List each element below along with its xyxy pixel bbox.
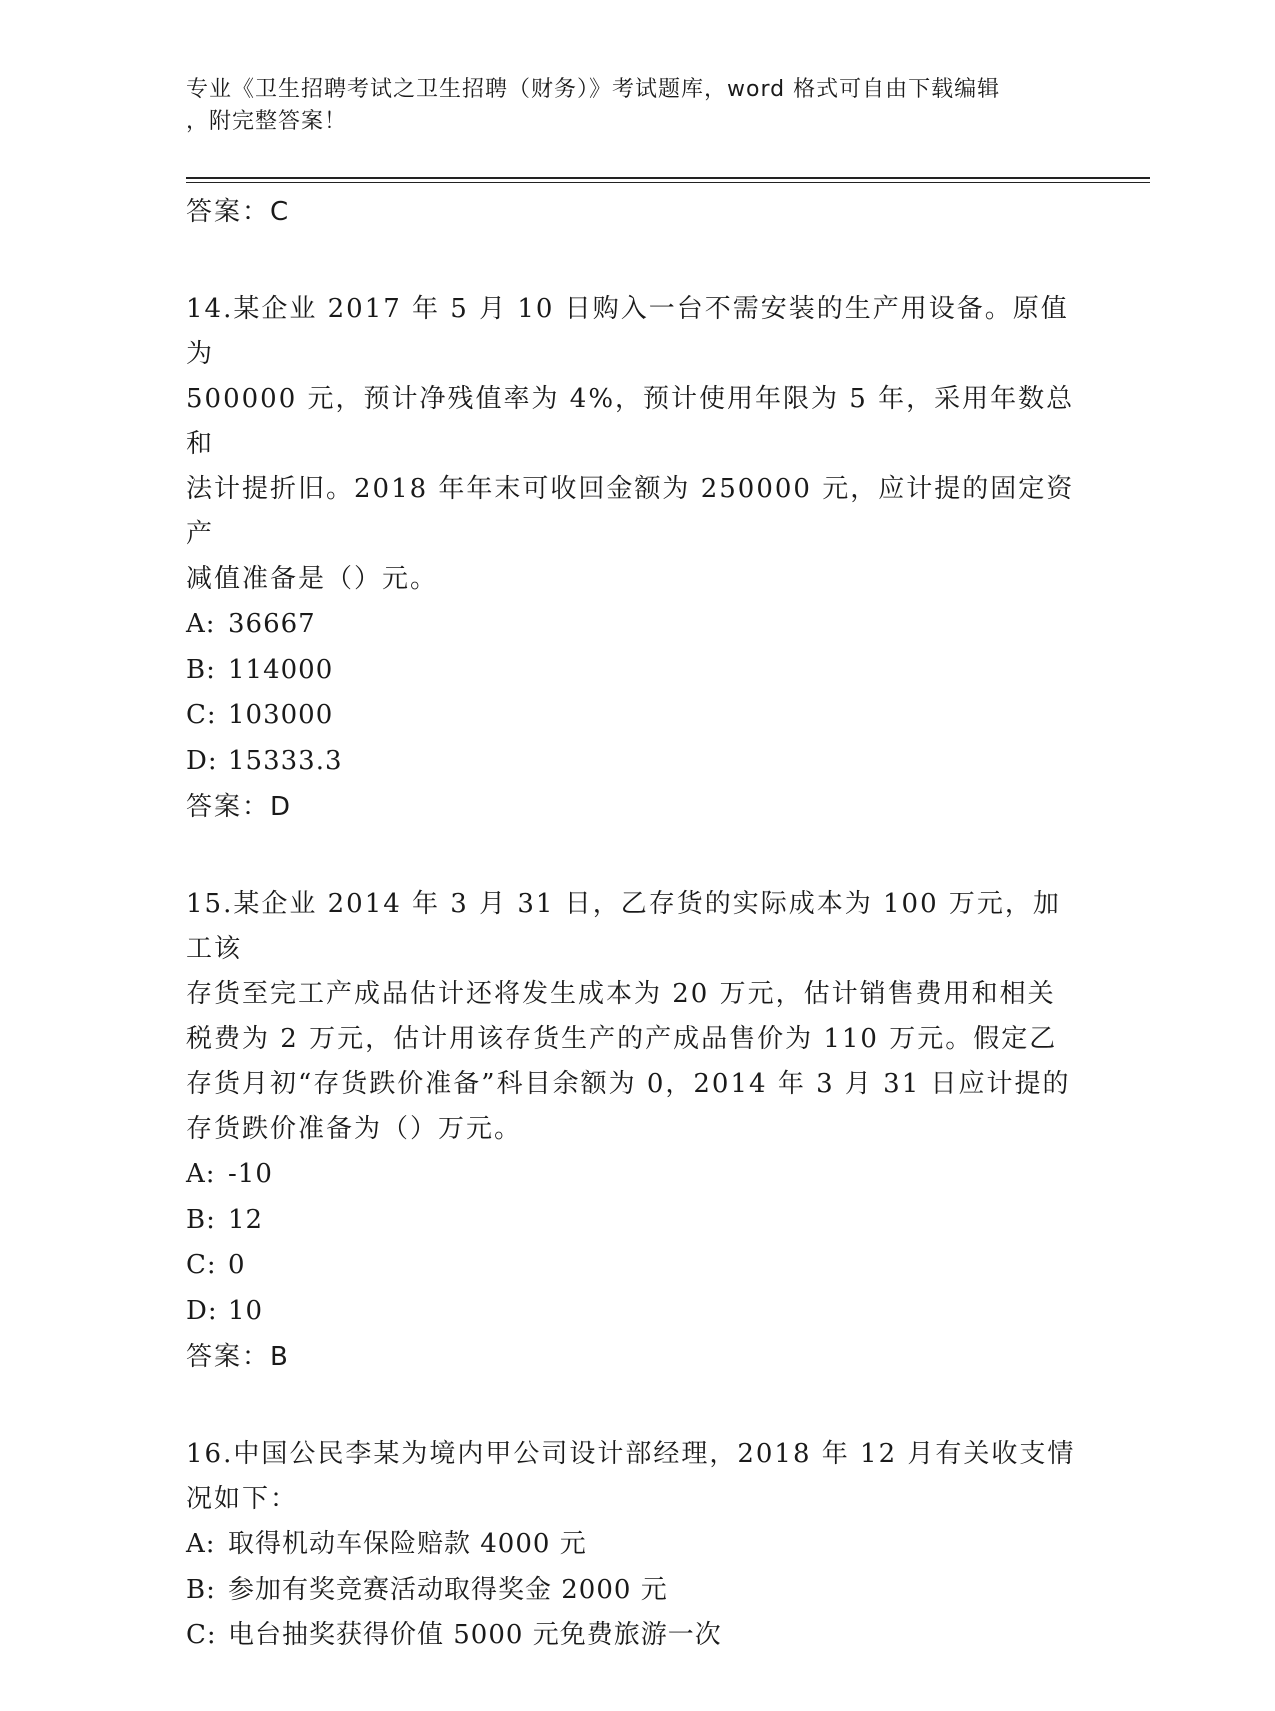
option-key: C: (186, 1620, 217, 1650)
question-text-line: 税费为 2 万元，估计用该存货生产的产成品售价为 110 万元。假定乙 (186, 1024, 1058, 1054)
header-rule-thin (186, 182, 1150, 183)
option-key: C: (186, 1250, 217, 1280)
option-key: D: (186, 1295, 218, 1326)
question-text-line: 存货月初“存货跌价准备”科目余额为 0，2014 年 3 月 31 日应计提的 (186, 1069, 1071, 1099)
option-text: -10 (228, 1159, 273, 1189)
answer-option (186, 1522, 1086, 1568)
answer-line: 答案：D (186, 792, 293, 822)
answer-line: 答案：B (186, 1342, 290, 1372)
option-text: 取得机动车保险赔款 4000 元 (228, 1529, 587, 1559)
option-key: D: (186, 745, 218, 776)
answer-option (186, 1198, 1086, 1244)
header-rule-thick (186, 177, 1150, 179)
question-text-line: 况如下： (186, 1484, 299, 1514)
question-text-line: 14.某企业 2017 年 5 月 10 日购入一台不需安装的生产用设备。原值为 (186, 294, 1069, 369)
question-text-line: 15.某企业 2014 年 3 月 31 日，乙存货的实际成本为 100 万元，加工该 (186, 889, 1061, 964)
answer-option (186, 1243, 1086, 1289)
question-text-line: 法计提折旧。2018 年年末可收回金额为 250000 元，应计提的固定资产 (186, 474, 1075, 549)
option-key: A: (186, 609, 216, 639)
option-key: A: (186, 1159, 216, 1189)
header-line-1: 专业《卫生招聘考试之卫生招聘（财务）》考试题库，word 格式可自由下载编辑 (186, 77, 1001, 102)
option-text: 36667 (228, 609, 316, 639)
option-key: B: (186, 1574, 216, 1605)
option-key: B: (186, 654, 216, 685)
question-text-line: 减值准备是（）元。 (186, 564, 439, 594)
option-text: 12 (228, 1204, 264, 1235)
question-text-line: 500000 元，预计净残值率为 4%，预计使用年限为 5 年，采用年数总和 (186, 384, 1075, 459)
question-text (186, 882, 1086, 1152)
question-text-line: 16.中国公民李某为境内甲公司设计部经理，2018 年 12 月有关收支情 (186, 1439, 1076, 1469)
answer-line: 答案：C (186, 197, 291, 227)
answer-option (186, 1289, 1086, 1335)
answer-option (186, 693, 1086, 739)
page-header (186, 74, 1066, 138)
document-body (186, 189, 1086, 1711)
question-text (186, 287, 1086, 602)
option-key: B: (186, 1204, 216, 1235)
answer-option (186, 648, 1086, 694)
option-text: 10 (228, 1295, 264, 1326)
option-text: 参加有奖竞赛活动取得奖金 2000 元 (228, 1574, 668, 1605)
answer-option (186, 602, 1086, 648)
answer-option (186, 1152, 1086, 1198)
question-text-line: 存货至完工产成品估计还将发生成本为 20 万元，估计销售费用和相关 (186, 979, 1056, 1009)
option-text: 电台抽奖获得价值 5000 元免费旅游一次 (228, 1620, 722, 1650)
question-block (186, 1432, 1086, 1659)
question-text (186, 1432, 1086, 1522)
question-list (186, 287, 1086, 1659)
header-line-2: ，附完整答案！ (186, 109, 348, 134)
option-text: 103000 (228, 700, 334, 730)
question-block (186, 287, 1086, 830)
option-key: C: (186, 700, 217, 730)
question-text-line: 存货跌价准备为（）万元。 (186, 1114, 523, 1144)
option-text: 0 (228, 1250, 246, 1280)
question-block (186, 882, 1086, 1380)
answer-option (186, 1613, 1086, 1659)
option-text: 15333.3 (228, 745, 343, 776)
answer-option (186, 739, 1086, 785)
answer-option (186, 1568, 1086, 1614)
option-key: A: (186, 1529, 216, 1559)
option-text: 114000 (228, 654, 334, 685)
